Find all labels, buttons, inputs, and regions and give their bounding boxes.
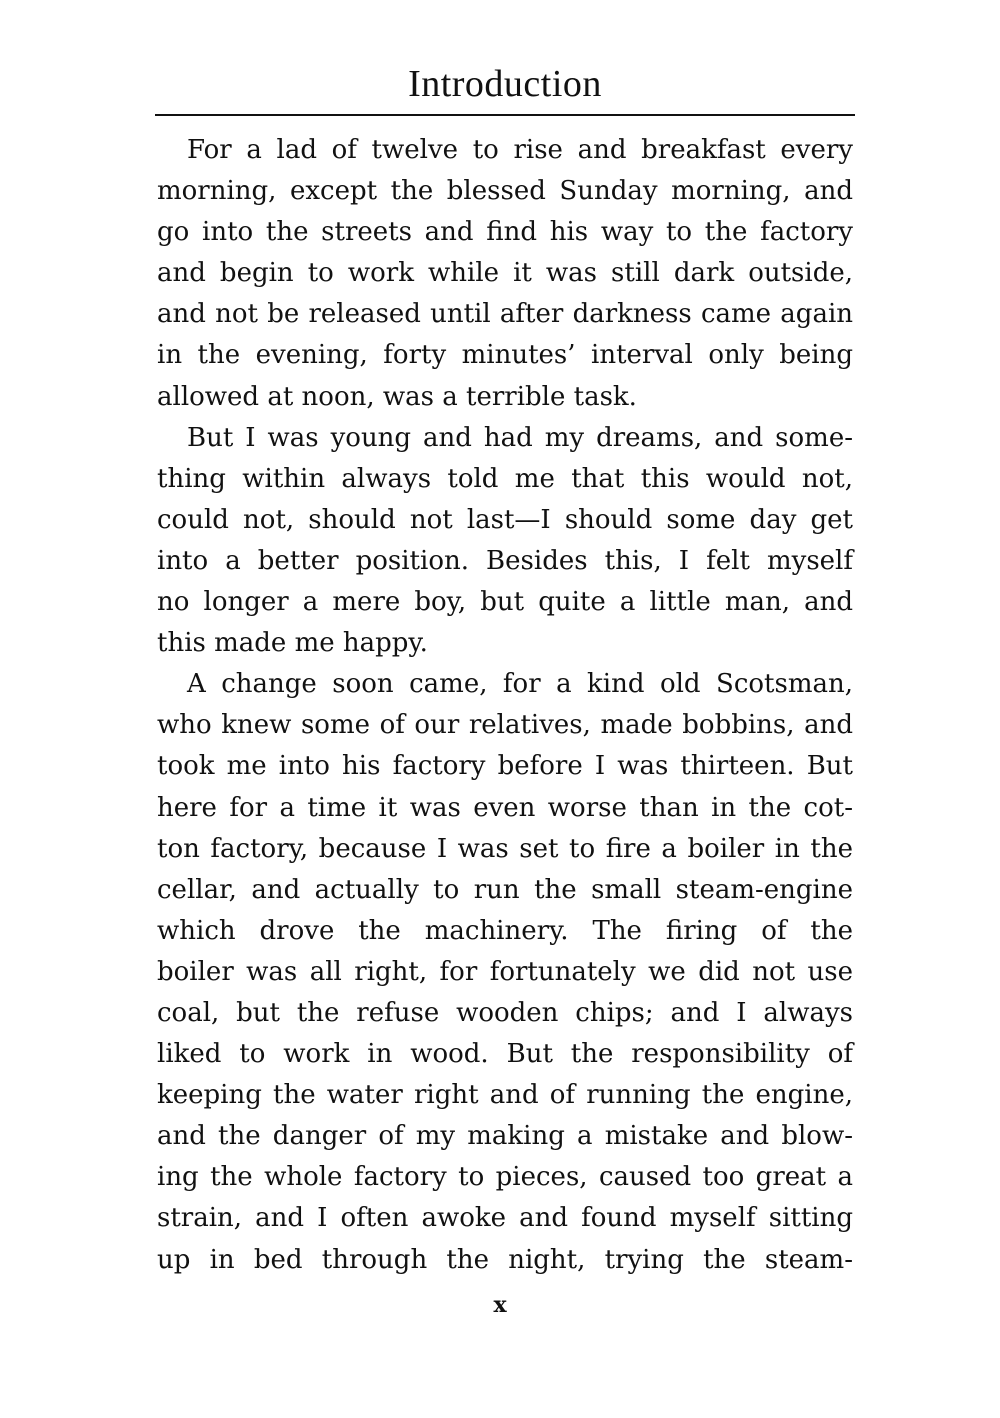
- text-line: ing the whole factory to pieces, caused too great a: [157, 1162, 853, 1193]
- text-line: ton factory, because I was set to fire a boiler in the: [157, 833, 853, 864]
- text-line: in the evening, forty minutes’ interval only being: [157, 340, 853, 371]
- text-line: A change soon came, for a kind old Scotsman,: [187, 669, 853, 700]
- text-line: allowed at noon, was a terrible task.: [157, 381, 637, 412]
- text-line: strain, and I often awoke and found myself sitting: [157, 1203, 853, 1234]
- text-line: into a better position. Besides this, I felt myself: [157, 545, 853, 576]
- text-line: keeping the water right and of running the engine,: [157, 1080, 853, 1111]
- text-line: But I was young and had my dreams, and some-: [187, 422, 853, 453]
- text-line: cellar, and actually to run the small steam-engine: [157, 874, 853, 905]
- page-number: x: [493, 1292, 507, 1318]
- text-line: up in bed through the night, trying the steam-: [157, 1244, 853, 1275]
- text-line: and begin to work while it was still dark outside,: [157, 258, 853, 289]
- text-line: here for a time it was even worse than in the cot-: [157, 792, 853, 823]
- text-line: who knew some of our relatives, made bobbins, and: [157, 710, 853, 741]
- paragraph-3: [157, 664, 853, 1280]
- text-line: could not, should not last—I should some day get: [157, 504, 853, 535]
- text-line: took me into his factory before I was thirteen. But: [157, 751, 853, 782]
- paragraph-1: [157, 130, 853, 418]
- text-line: coal, but the refuse wooden chips; and I always: [157, 997, 853, 1028]
- body-text: [157, 130, 853, 1281]
- text-line: liked to work in wood. But the responsibility of: [157, 1039, 853, 1070]
- text-line: and the danger of my making a mistake and blow-: [157, 1121, 853, 1152]
- text-line: boiler was all right, for fortunately we did not use: [157, 956, 853, 987]
- header-rule: [155, 114, 855, 116]
- page-title: Introduction: [408, 63, 602, 105]
- text-line: and not be released until after darkness came again: [157, 299, 853, 330]
- text-line: which drove the machinery. The firing of the: [157, 915, 853, 946]
- text-line: this made me happy.: [157, 628, 428, 659]
- text-line: thing within always told me that this would not,: [157, 463, 853, 494]
- paragraph-2: [157, 418, 853, 665]
- text-line: morning, except the blessed Sunday morning, and: [157, 176, 853, 207]
- text-line: For a lad of twelve to rise and breakfast every: [187, 135, 853, 165]
- text-line: no longer a mere boy, but quite a little man, and: [157, 587, 853, 618]
- text-line: go into the streets and find his way to the factory: [157, 217, 853, 248]
